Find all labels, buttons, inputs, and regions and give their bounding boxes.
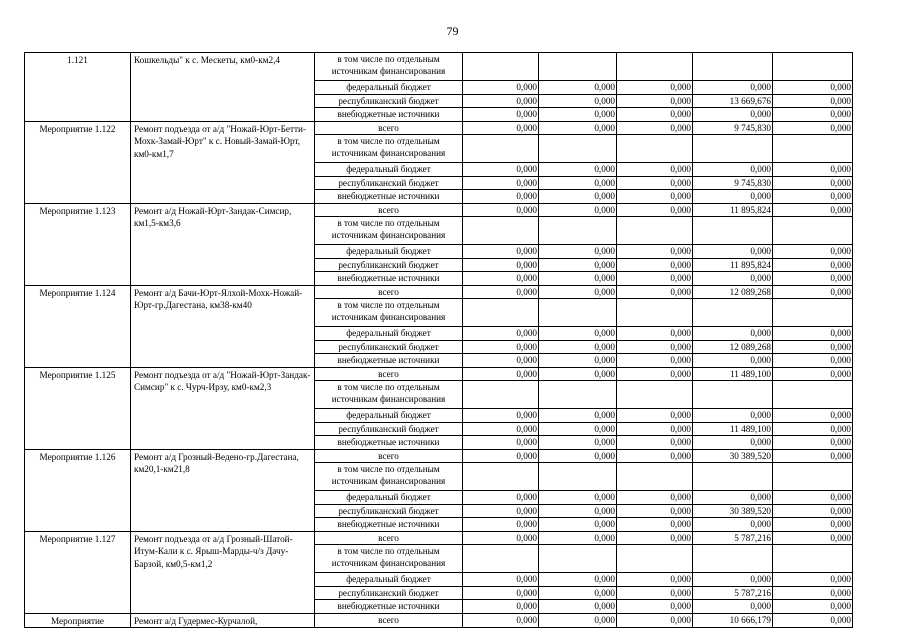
measure-name: Ремонт подъезда от а/д "Ножай-Юрт-Зандак-Симсир" к с. Чурч-Ирзу, км0-км2,3 bbox=[131, 367, 315, 449]
value-cell: 0,000 bbox=[539, 613, 617, 628]
value-cell: 0,000 bbox=[539, 573, 617, 587]
funding-source: республиканский бюджет bbox=[315, 176, 463, 190]
value-cell: 0,000 bbox=[617, 504, 693, 518]
measure-id: Мероприятие 1.122 bbox=[25, 121, 131, 203]
value-cell bbox=[693, 135, 773, 163]
value-cell: 0,000 bbox=[463, 586, 539, 600]
value-cell: 0,000 bbox=[693, 436, 773, 450]
value-cell bbox=[617, 545, 693, 573]
value-cell bbox=[773, 217, 853, 245]
value-cell: 0,000 bbox=[693, 354, 773, 368]
measure-name: Ремонт а/д Бачи-Юрт-Ялхой-Мохк-Ножай-Юрт-гр.Дагестана, км38-км40 bbox=[131, 285, 315, 367]
value-cell: 0,000 bbox=[539, 203, 617, 217]
funding-source: в том числе по отдельным источникам финансирования bbox=[315, 545, 463, 573]
value-cell: 0,000 bbox=[463, 436, 539, 450]
funding-source: федеральный бюджет bbox=[315, 409, 463, 423]
value-cell: 0,000 bbox=[617, 176, 693, 190]
value-cell bbox=[463, 135, 539, 163]
value-cell: 0,000 bbox=[617, 272, 693, 286]
measure-id: Мероприятие 1.127 bbox=[25, 531, 131, 613]
value-cell: 0,000 bbox=[539, 81, 617, 95]
value-cell: 0,000 bbox=[463, 367, 539, 381]
measure-name: Ремонт подъезда от а/д "Ножай-Юрт-Бетти-Мохк-Замай-Юрт" к с. Новый-Замай-Юрт, км0-км1,7 bbox=[131, 121, 315, 203]
funding-source: республиканский бюджет bbox=[315, 586, 463, 600]
value-cell bbox=[617, 381, 693, 409]
value-cell: 0,000 bbox=[617, 449, 693, 463]
value-cell bbox=[773, 135, 853, 163]
value-cell: 0,000 bbox=[539, 121, 617, 135]
value-cell: 0,000 bbox=[463, 163, 539, 177]
value-cell: 0,000 bbox=[539, 422, 617, 436]
value-cell: 0,000 bbox=[773, 367, 853, 381]
value-cell: 0,000 bbox=[463, 245, 539, 259]
value-cell: 0,000 bbox=[539, 108, 617, 122]
measure-name: Ремонт а/д Гудермес-Курчалой, bbox=[131, 613, 315, 628]
value-cell bbox=[693, 53, 773, 81]
value-cell bbox=[617, 299, 693, 327]
value-cell: 0,000 bbox=[617, 436, 693, 450]
value-cell: 0,000 bbox=[463, 491, 539, 505]
table-row bbox=[25, 613, 853, 628]
value-cell: 0,000 bbox=[617, 258, 693, 272]
value-cell: 0,000 bbox=[539, 327, 617, 341]
value-cell: 0,000 bbox=[773, 354, 853, 368]
budget-table bbox=[24, 52, 853, 628]
measure-name: Ремонт подъезда от а/д Грозный-Шатой-Итум-Кали к с. Ярыш-Марды-ч/з Дачу-Барзой, км0,5-км1,2 bbox=[131, 531, 315, 613]
value-cell: 0,000 bbox=[463, 573, 539, 587]
funding-source: федеральный бюджет bbox=[315, 81, 463, 95]
value-cell: 0,000 bbox=[773, 613, 853, 628]
value-cell: 9 745,830 bbox=[693, 176, 773, 190]
table-row bbox=[25, 531, 853, 545]
funding-source: в том числе по отдельным источникам финансирования bbox=[315, 381, 463, 409]
funding-source: всего bbox=[315, 531, 463, 545]
funding-source: республиканский бюджет bbox=[315, 94, 463, 108]
value-cell: 10 666,179 bbox=[693, 613, 773, 628]
value-cell: 0,000 bbox=[463, 600, 539, 614]
value-cell: 0,000 bbox=[463, 81, 539, 95]
value-cell bbox=[539, 463, 617, 491]
value-cell: 0,000 bbox=[617, 340, 693, 354]
value-cell: 0,000 bbox=[773, 340, 853, 354]
value-cell: 0,000 bbox=[693, 327, 773, 341]
value-cell bbox=[617, 53, 693, 81]
value-cell: 0,000 bbox=[773, 108, 853, 122]
value-cell: 0,000 bbox=[463, 327, 539, 341]
value-cell: 0,000 bbox=[539, 491, 617, 505]
value-cell: 0,000 bbox=[773, 258, 853, 272]
value-cell: 0,000 bbox=[539, 245, 617, 259]
table-row bbox=[25, 449, 853, 463]
value-cell bbox=[773, 545, 853, 573]
value-cell: 0,000 bbox=[617, 600, 693, 614]
funding-source: федеральный бюджет bbox=[315, 163, 463, 177]
value-cell bbox=[773, 381, 853, 409]
funding-source: внебюджетные источники bbox=[315, 272, 463, 286]
value-cell bbox=[463, 381, 539, 409]
value-cell: 0,000 bbox=[617, 422, 693, 436]
value-cell bbox=[773, 463, 853, 491]
value-cell: 0,000 bbox=[773, 409, 853, 423]
value-cell: 0,000 bbox=[617, 327, 693, 341]
value-cell: 0,000 bbox=[539, 449, 617, 463]
funding-source: в том числе по отдельным источникам финансирования bbox=[315, 463, 463, 491]
value-cell: 0,000 bbox=[617, 121, 693, 135]
table-row bbox=[25, 367, 853, 381]
value-cell: 0,000 bbox=[463, 272, 539, 286]
value-cell: 0,000 bbox=[773, 436, 853, 450]
table-row bbox=[25, 203, 853, 217]
value-cell: 0,000 bbox=[773, 449, 853, 463]
value-cell bbox=[617, 135, 693, 163]
value-cell: 0,000 bbox=[693, 108, 773, 122]
funding-source: федеральный бюджет bbox=[315, 573, 463, 587]
value-cell bbox=[693, 545, 773, 573]
value-cell: 0,000 bbox=[693, 190, 773, 204]
value-cell bbox=[463, 53, 539, 81]
value-cell: 0,000 bbox=[539, 94, 617, 108]
value-cell: 0,000 bbox=[463, 422, 539, 436]
value-cell: 0,000 bbox=[693, 409, 773, 423]
value-cell: 12 089,268 bbox=[693, 285, 773, 299]
value-cell: 0,000 bbox=[539, 367, 617, 381]
value-cell: 0,000 bbox=[693, 518, 773, 532]
value-cell: 9 745,830 bbox=[693, 121, 773, 135]
value-cell: 0,000 bbox=[693, 600, 773, 614]
value-cell: 0,000 bbox=[693, 272, 773, 286]
value-cell bbox=[617, 217, 693, 245]
value-cell: 0,000 bbox=[773, 422, 853, 436]
value-cell: 0,000 bbox=[617, 354, 693, 368]
value-cell: 0,000 bbox=[693, 491, 773, 505]
value-cell: 5 787,216 bbox=[693, 531, 773, 545]
funding-source: внебюджетные источники bbox=[315, 108, 463, 122]
value-cell: 0,000 bbox=[617, 518, 693, 532]
value-cell: 12 089,268 bbox=[693, 340, 773, 354]
value-cell: 11 489,100 bbox=[693, 367, 773, 381]
value-cell bbox=[693, 381, 773, 409]
funding-source: федеральный бюджет bbox=[315, 245, 463, 259]
value-cell: 0,000 bbox=[463, 409, 539, 423]
measure-name: Кошкельды" к с. Мескеты, км0-км2,4 bbox=[131, 53, 315, 122]
value-cell: 0,000 bbox=[617, 613, 693, 628]
value-cell: 0,000 bbox=[773, 600, 853, 614]
value-cell: 0,000 bbox=[617, 203, 693, 217]
funding-source: республиканский бюджет bbox=[315, 340, 463, 354]
funding-source: всего bbox=[315, 613, 463, 628]
value-cell: 0,000 bbox=[539, 176, 617, 190]
funding-source: внебюджетные источники bbox=[315, 436, 463, 450]
value-cell: 0,000 bbox=[617, 409, 693, 423]
value-cell: 0,000 bbox=[539, 340, 617, 354]
measure-id: Мероприятие 1.125 bbox=[25, 367, 131, 449]
value-cell: 0,000 bbox=[539, 163, 617, 177]
value-cell: 0,000 bbox=[693, 81, 773, 95]
value-cell: 0,000 bbox=[463, 613, 539, 628]
value-cell bbox=[539, 545, 617, 573]
value-cell: 0,000 bbox=[773, 518, 853, 532]
value-cell: 0,000 bbox=[617, 367, 693, 381]
measure-name: Ремонт а/д Ножай-Юрт-Зандак-Симсир, км1,5-км3,6 bbox=[131, 203, 315, 285]
value-cell: 0,000 bbox=[463, 340, 539, 354]
measure-id: Мероприятие 1.124 bbox=[25, 285, 131, 367]
value-cell: 0,000 bbox=[617, 531, 693, 545]
funding-source: внебюджетные источники bbox=[315, 190, 463, 204]
value-cell: 5 787,216 bbox=[693, 586, 773, 600]
value-cell: 0,000 bbox=[539, 518, 617, 532]
measure-id: Мероприятие 1.123 bbox=[25, 203, 131, 285]
value-cell bbox=[463, 545, 539, 573]
value-cell: 0,000 bbox=[617, 245, 693, 259]
value-cell: 0,000 bbox=[773, 176, 853, 190]
value-cell: 0,000 bbox=[463, 504, 539, 518]
measure-id: Мероприятие bbox=[25, 613, 131, 628]
value-cell: 0,000 bbox=[539, 586, 617, 600]
value-cell: 0,000 bbox=[539, 285, 617, 299]
value-cell bbox=[773, 53, 853, 81]
value-cell: 0,000 bbox=[617, 81, 693, 95]
value-cell: 0,000 bbox=[463, 94, 539, 108]
measure-name: Ремонт а/д Грозный-Ведено-гр.Дагестана, км20,1-км21,8 bbox=[131, 449, 315, 531]
value-cell: 0,000 bbox=[617, 573, 693, 587]
value-cell: 30 389,520 bbox=[693, 504, 773, 518]
funding-source: в том числе по отдельным источникам финансирования bbox=[315, 53, 463, 81]
value-cell: 0,000 bbox=[617, 586, 693, 600]
measure-id: 1.121 bbox=[25, 53, 131, 122]
value-cell: 0,000 bbox=[773, 203, 853, 217]
table-row bbox=[25, 285, 853, 299]
value-cell: 0,000 bbox=[539, 436, 617, 450]
value-cell bbox=[539, 53, 617, 81]
value-cell: 0,000 bbox=[463, 518, 539, 532]
value-cell: 0,000 bbox=[539, 258, 617, 272]
value-cell bbox=[617, 463, 693, 491]
funding-source: федеральный бюджет bbox=[315, 491, 463, 505]
value-cell: 0,000 bbox=[539, 600, 617, 614]
value-cell: 0,000 bbox=[463, 176, 539, 190]
value-cell: 0,000 bbox=[617, 190, 693, 204]
value-cell: 0,000 bbox=[773, 272, 853, 286]
funding-source: всего bbox=[315, 285, 463, 299]
funding-source: в том числе по отдельным источникам финансирования bbox=[315, 135, 463, 163]
table-row bbox=[25, 121, 853, 135]
value-cell: 0,000 bbox=[693, 245, 773, 259]
value-cell: 0,000 bbox=[773, 504, 853, 518]
value-cell bbox=[539, 135, 617, 163]
value-cell: 0,000 bbox=[693, 573, 773, 587]
value-cell: 0,000 bbox=[773, 94, 853, 108]
funding-source: внебюджетные источники bbox=[315, 600, 463, 614]
value-cell: 0,000 bbox=[773, 491, 853, 505]
funding-source: в том числе по отдельным источникам финансирования bbox=[315, 217, 463, 245]
value-cell: 13 669,676 bbox=[693, 94, 773, 108]
value-cell: 0,000 bbox=[617, 285, 693, 299]
value-cell bbox=[463, 299, 539, 327]
value-cell: 0,000 bbox=[773, 285, 853, 299]
value-cell: 0,000 bbox=[693, 163, 773, 177]
funding-source: внебюджетные источники bbox=[315, 354, 463, 368]
value-cell: 11 489,100 bbox=[693, 422, 773, 436]
funding-source: всего bbox=[315, 367, 463, 381]
value-cell: 0,000 bbox=[617, 163, 693, 177]
value-cell: 0,000 bbox=[617, 94, 693, 108]
funding-source: республиканский бюджет bbox=[315, 422, 463, 436]
value-cell: 0,000 bbox=[463, 285, 539, 299]
value-cell: 0,000 bbox=[773, 245, 853, 259]
value-cell: 0,000 bbox=[773, 586, 853, 600]
value-cell bbox=[773, 299, 853, 327]
value-cell: 0,000 bbox=[463, 258, 539, 272]
value-cell bbox=[539, 299, 617, 327]
value-cell: 0,000 bbox=[539, 354, 617, 368]
value-cell: 0,000 bbox=[539, 504, 617, 518]
value-cell: 0,000 bbox=[463, 531, 539, 545]
value-cell: 30 389,520 bbox=[693, 449, 773, 463]
value-cell: 0,000 bbox=[463, 203, 539, 217]
funding-source: всего bbox=[315, 121, 463, 135]
value-cell: 11 895,824 bbox=[693, 203, 773, 217]
value-cell: 11 895,824 bbox=[693, 258, 773, 272]
value-cell: 0,000 bbox=[773, 531, 853, 545]
funding-source: федеральный бюджет bbox=[315, 327, 463, 341]
value-cell: 0,000 bbox=[539, 272, 617, 286]
funding-source: всего bbox=[315, 449, 463, 463]
value-cell: 0,000 bbox=[773, 121, 853, 135]
value-cell bbox=[463, 463, 539, 491]
value-cell: 0,000 bbox=[539, 531, 617, 545]
value-cell: 0,000 bbox=[617, 108, 693, 122]
value-cell: 0,000 bbox=[773, 190, 853, 204]
value-cell bbox=[693, 299, 773, 327]
value-cell: 0,000 bbox=[463, 190, 539, 204]
measure-id: Мероприятие 1.126 bbox=[25, 449, 131, 531]
value-cell: 0,000 bbox=[463, 121, 539, 135]
value-cell: 0,000 bbox=[539, 409, 617, 423]
funding-source: республиканский бюджет bbox=[315, 258, 463, 272]
value-cell bbox=[693, 463, 773, 491]
value-cell: 0,000 bbox=[617, 491, 693, 505]
value-cell bbox=[463, 217, 539, 245]
value-cell: 0,000 bbox=[463, 108, 539, 122]
value-cell: 0,000 bbox=[463, 354, 539, 368]
funding-source: республиканский бюджет bbox=[315, 504, 463, 518]
value-cell: 0,000 bbox=[463, 449, 539, 463]
funding-source: в том числе по отдельным источникам финансирования bbox=[315, 299, 463, 327]
value-cell: 0,000 bbox=[539, 190, 617, 204]
table-row bbox=[25, 53, 853, 81]
funding-source: всего bbox=[315, 203, 463, 217]
value-cell: 0,000 bbox=[773, 573, 853, 587]
value-cell bbox=[539, 381, 617, 409]
table-body bbox=[25, 53, 853, 628]
value-cell: 0,000 bbox=[773, 327, 853, 341]
value-cell bbox=[693, 217, 773, 245]
value-cell bbox=[539, 217, 617, 245]
value-cell: 0,000 bbox=[773, 163, 853, 177]
funding-source: внебюджетные источники bbox=[315, 518, 463, 532]
value-cell: 0,000 bbox=[773, 81, 853, 95]
page-number: 79 bbox=[446, 24, 459, 38]
